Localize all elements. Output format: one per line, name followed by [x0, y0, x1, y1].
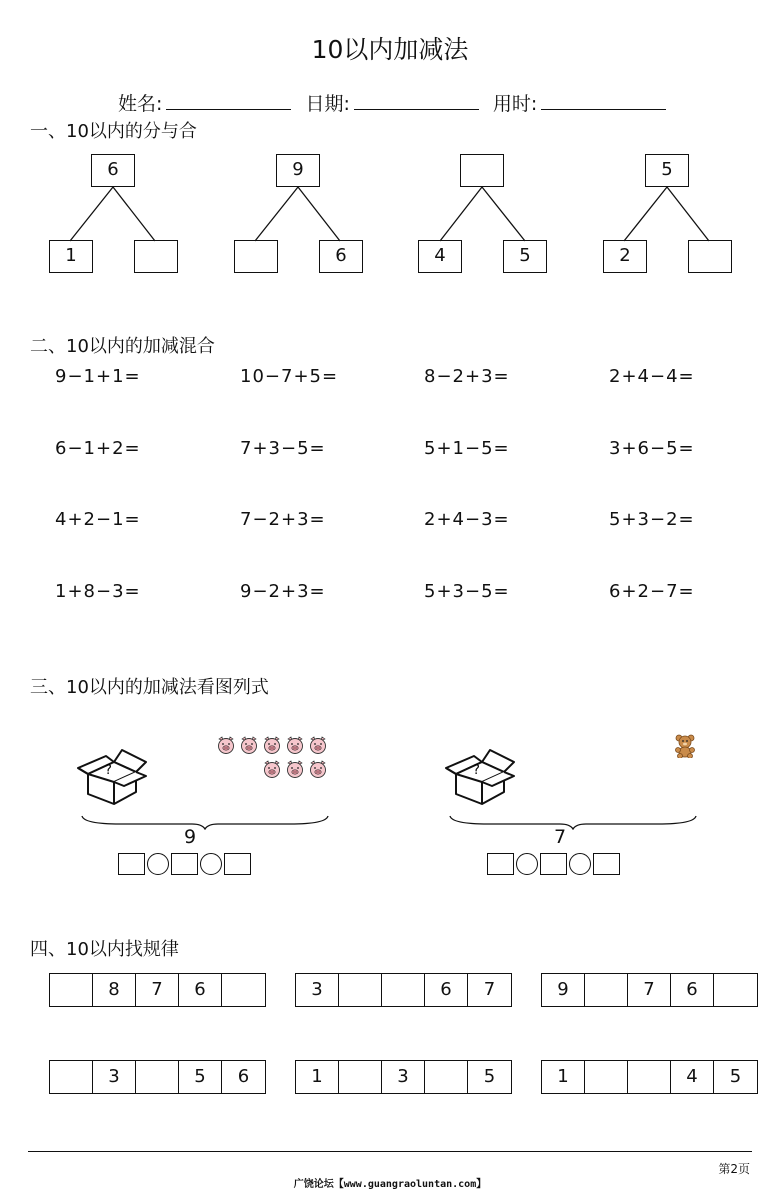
pig-icon — [239, 736, 259, 754]
equation[interactable]: 4+2−1= — [55, 509, 141, 530]
page-number: 第2页 — [718, 1162, 750, 1176]
pattern-cell[interactable]: 3 — [382, 1061, 425, 1093]
pattern-cell[interactable] — [382, 974, 425, 1006]
equation[interactable]: 5+1−5= — [424, 438, 510, 459]
pattern-cell[interactable]: 6 — [671, 974, 714, 1006]
total-1: 9 — [184, 826, 197, 848]
tree-top-box[interactable]: 5 — [645, 154, 689, 187]
pattern-cell[interactable]: 3 — [296, 974, 339, 1006]
pattern-cell[interactable] — [339, 1061, 382, 1093]
pattern-cell[interactable] — [136, 1061, 179, 1093]
tree-right-box[interactable] — [688, 240, 732, 273]
pattern-strip — [541, 973, 758, 1007]
time-label: 用时: — [492, 93, 538, 115]
tree-left-box[interactable]: 4 — [418, 240, 462, 273]
section-3-heading: 三、10以内的加减法看图列式 — [30, 677, 269, 698]
pattern-cell[interactable] — [222, 974, 265, 1006]
pattern-strip — [295, 1060, 512, 1094]
pig-icon — [308, 760, 328, 778]
equation[interactable]: 9−2+3= — [240, 581, 326, 602]
pig-icon — [285, 760, 305, 778]
section-1-heading: 一、10以内的分与合 — [30, 121, 197, 142]
pig-icon — [285, 736, 305, 754]
equation[interactable]: 2+4−3= — [424, 509, 510, 530]
pattern-cell[interactable]: 6 — [425, 974, 468, 1006]
pattern-strip — [49, 1060, 266, 1094]
answer-row-1[interactable] — [118, 853, 251, 875]
date-label: 日期: — [305, 93, 350, 115]
equation[interactable]: 1+8−3= — [55, 581, 141, 602]
pattern-cell[interactable] — [585, 974, 628, 1006]
pattern-cell[interactable] — [628, 1061, 671, 1093]
pattern-cell[interactable]: 9 — [542, 974, 585, 1006]
pattern-cell[interactable] — [50, 974, 93, 1006]
svg-text:?: ? — [473, 763, 480, 778]
tree-top-box[interactable]: 6 — [91, 154, 135, 187]
total-2: 7 — [554, 826, 567, 848]
pattern-cell[interactable]: 5 — [729, 1066, 742, 1087]
pattern-strip — [49, 973, 266, 1007]
tree-right-box[interactable] — [134, 240, 178, 273]
tree-left-box[interactable] — [234, 240, 278, 273]
tree-left-box[interactable]: 1 — [49, 240, 93, 273]
equation[interactable]: 5+3−2= — [609, 509, 695, 530]
pig-icon — [262, 736, 282, 754]
equation[interactable]: 6−1+2= — [55, 438, 141, 459]
pattern-cell[interactable]: 5 — [179, 1061, 222, 1093]
equation[interactable]: 9−1+1= — [55, 366, 141, 387]
equation[interactable]: 8−2+3= — [424, 366, 510, 387]
section-4-heading: 四、10以内找规律 — [30, 939, 179, 960]
pattern-cell[interactable]: 4 — [671, 1061, 714, 1093]
pig-icon — [216, 736, 236, 754]
pattern-strip — [541, 1060, 758, 1094]
tree-lines — [0, 0, 780, 300]
equation[interactable]: 10−7+5= — [240, 366, 339, 387]
pattern-cell[interactable]: 7 — [483, 979, 496, 1000]
pattern-cell[interactable]: 1 — [296, 1061, 339, 1093]
pattern-cell[interactable] — [50, 1061, 93, 1093]
pattern-cell[interactable]: 7 — [136, 974, 179, 1006]
tree-right-box[interactable]: 6 — [319, 240, 363, 273]
tree-right-box[interactable]: 5 — [503, 240, 547, 273]
pattern-cell[interactable]: 1 — [542, 1061, 585, 1093]
tree-top-box[interactable]: 9 — [276, 154, 320, 187]
pattern-cell[interactable]: 8 — [93, 974, 136, 1006]
footer-divider — [28, 1151, 752, 1152]
equation[interactable]: 7+3−5= — [240, 438, 326, 459]
svg-text:?: ? — [105, 763, 112, 778]
equation[interactable]: 7−2+3= — [240, 509, 326, 530]
pattern-cell[interactable]: 6 — [237, 1066, 250, 1087]
pig-icon — [262, 760, 282, 778]
pig-icon — [308, 736, 328, 754]
mystery-box-icon — [442, 742, 518, 808]
pattern-cell[interactable] — [714, 974, 757, 1006]
equation[interactable]: 3+6−5= — [609, 438, 695, 459]
section-2-heading: 二、10以内的加减混合 — [30, 336, 215, 357]
mystery-box-icon — [74, 742, 150, 808]
page-title: 10以内加减法 — [311, 35, 469, 64]
teddy-bear-icon — [674, 734, 696, 758]
equation[interactable]: 6+2−7= — [609, 581, 695, 602]
pattern-cell[interactable]: 3 — [93, 1061, 136, 1093]
equation[interactable]: 2+4−4= — [609, 366, 695, 387]
brace-1 — [80, 814, 330, 830]
equation[interactable]: 5+3−5= — [424, 581, 510, 602]
pattern-strip — [295, 973, 512, 1007]
pattern-cell[interactable] — [339, 974, 382, 1006]
pattern-cell[interactable] — [585, 1061, 628, 1093]
tree-top-box[interactable] — [460, 154, 504, 187]
pattern-cell[interactable]: 5 — [483, 1066, 496, 1087]
answer-row-2[interactable] — [487, 853, 620, 875]
pattern-cell[interactable]: 6 — [179, 974, 222, 1006]
pattern-cell[interactable]: 7 — [628, 974, 671, 1006]
name-label: 姓名: — [118, 93, 163, 115]
pattern-cell[interactable] — [425, 1061, 468, 1093]
footer-site: 广饶论坛【www.guangraoluntan.com】 — [293, 1179, 487, 1190]
brace-2 — [448, 814, 698, 830]
tree-left-box[interactable]: 2 — [603, 240, 647, 273]
